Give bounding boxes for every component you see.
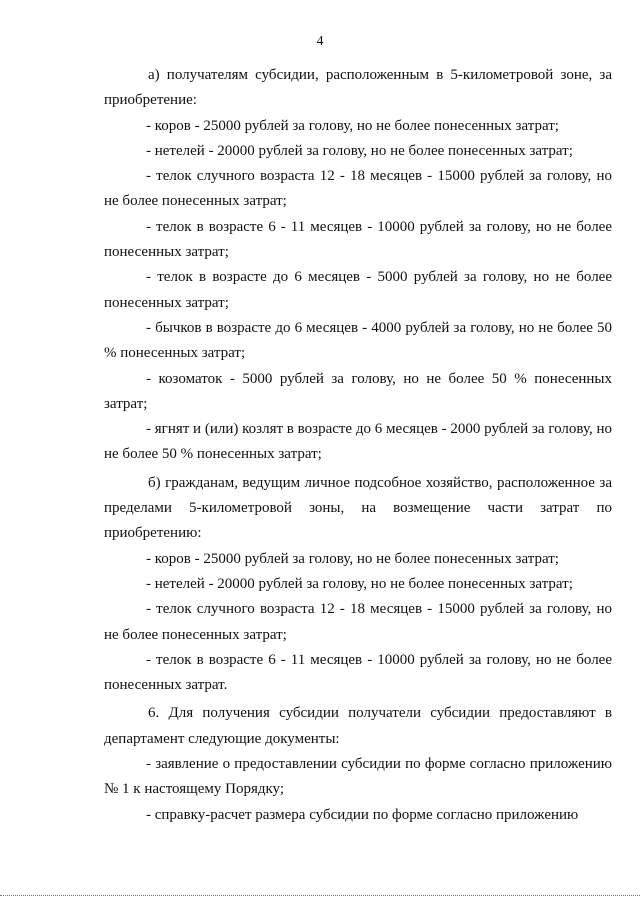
paragraph-subsidy-5km-zone: а) получателям субсидии, расположенным в 5-километровой зоне, за приобретение: [104,67,612,109]
paragraph-required-documents: 6. Для получения субсидии получатели субсидии предоставляют в департамент следующие документы: [104,705,612,747]
list-item-bull-calves: - бычков в возрасте до 6 месяцев - 4000 рублей за голову, но не более 50 % понесенных затрат; [104,319,612,362]
list-item-heifers-6-11-months: - телок в возрасте 6 - 11 месяцев - 10000 рублей за голову, но не более понесенных затрат. [104,651,612,694]
paragraph-private-farms: б) гражданам, ведущим личное подсобное хозяйство, расположенное за пределами 5-километровой зоны, на возмещение части затрат по приобретению: [104,474,612,542]
page-number: 4 [316,34,324,49]
list-item-breeding-heifers: - телок случного возраста 12 - 18 месяцев - 15000 рублей за голову, но не более понесенных затрат; [104,601,612,643]
document-body [104,63,612,828]
list-item-heifers-under-6-months: - телок в возрасте до 6 месяцев - 5000 рублей за голову, но не более понесенных затрат; [104,269,612,311]
list-item-cows: - коров - 25000 рублей за голову, но не более понесенных затрат; [146,550,559,567]
list-item-heifers: - нетелей - 20000 рублей за голову, но не более понесенных затрат; [146,575,573,592]
list-item-application: - заявление о предоставлении субсидии по форме согласно приложению № 1 к настоящему Порядку; [104,756,612,798]
list-item-cows: - коров - 25000 рублей за голову, но не более понесенных затрат; [146,117,559,134]
list-item-goats: - козоматок - 5000 рублей за голову, но не более 50 % понесенных затрат; [104,370,612,412]
list-item-breeding-heifers: - телок случного возраста 12 - 18 месяцев - 15000 рублей за голову, но не более понесенных затрат; [104,168,612,210]
list-item-heifers-6-11-months: - телок в возрасте 6 - 11 месяцев - 10000 рублей за голову, но не более понесенных затрат; [104,218,612,261]
bottom-divider [0,895,640,896]
list-item-heifers: - нетелей - 20000 рублей за голову, но не более понесенных затрат; [146,142,573,159]
list-item-lambs-kids: - ягнят и (или) козлят в возрасте до 6 месяцев - 2000 рублей за голову, но не более 50 % понесенных затрат; [104,421,612,463]
list-item-calculation-certificate: - справку-расчет размера субсидии по форме согласно приложению [146,806,579,823]
